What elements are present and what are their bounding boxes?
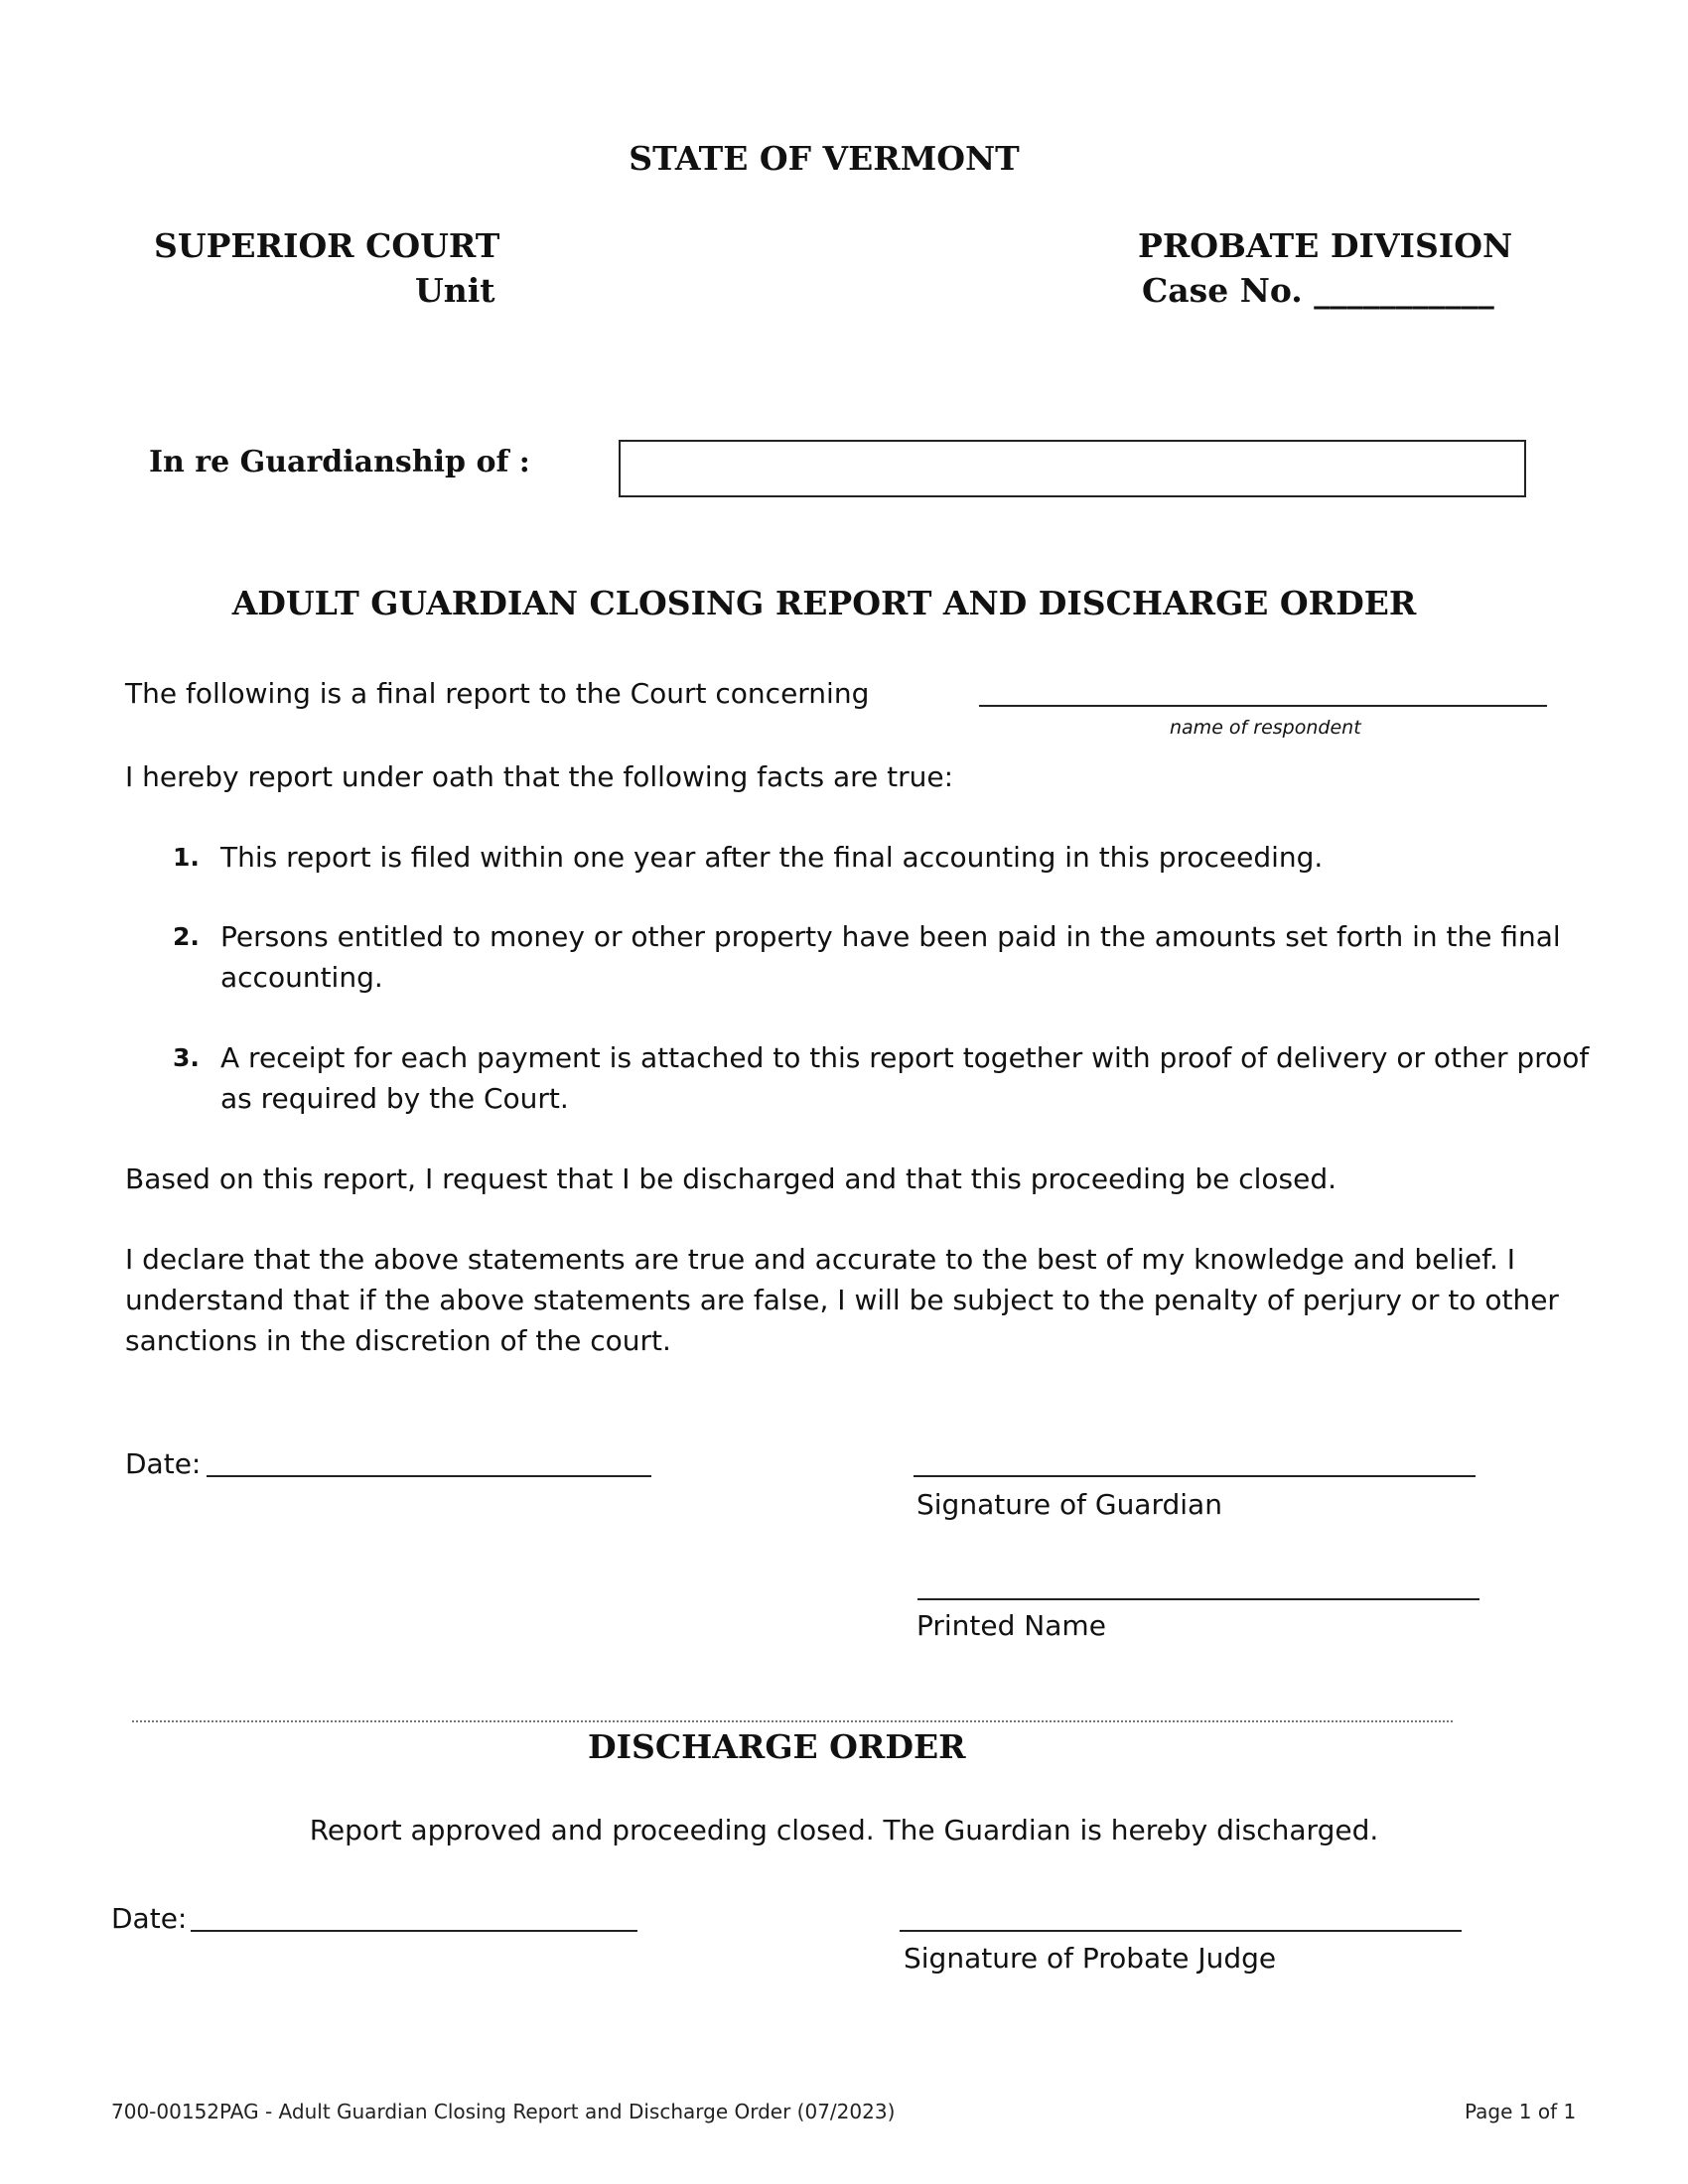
state-title: STATE OF VERMONT [629,139,1020,178]
guardianship-name-input[interactable] [619,440,1526,497]
section-divider [132,1720,1453,1722]
judge-signature-caption: Signature of Probate Judge [904,1942,1277,1975]
division-name: PROBATE DIVISION [1138,226,1513,265]
order-date-label: Date: [111,1902,188,1935]
printed-name-caption: Printed Name [916,1609,1106,1642]
page-number: Page 1 of 1 [1465,2100,1577,2123]
discharge-order-title: DISCHARGE ORDER [588,1727,966,1766]
unit-label: Unit [415,271,495,310]
guardian-signature-line[interactable] [914,1475,1476,1477]
guardian-signature-caption: Signature of Guardian [916,1488,1222,1521]
printed-name-line[interactable] [917,1598,1479,1600]
in-re-label: In re Guardianship of : [149,445,530,479]
respondent-caption: name of respondent [1170,717,1361,739]
list-item-number: 1. [173,843,200,872]
intro-text: The following is a final report to the Court concerning [125,677,870,710]
form-id-footer: 700-00152PAG - Adult Guardian Closing Report and Discharge Order (07/2023) [111,2100,896,2123]
list-item-text: Persons entitled to money or other property have been paid in the amounts set forth in the final accounting. [220,920,1561,994]
date-label: Date: [125,1447,202,1480]
respondent-name-field[interactable] [979,705,1547,707]
list-item-number: 2. [173,922,200,951]
date-field[interactable] [207,1475,651,1477]
order-text: Report approved and proceeding closed. The Guardian is hereby discharged. [309,1814,1379,1846]
judge-signature-line[interactable] [900,1930,1462,1932]
order-date-field[interactable] [191,1930,637,1932]
oath-text: I hereby report under oath that the following facts are true: [125,760,954,793]
list-item-text: A receipt for each payment is attached to this report together with proof of delivery or other proof as required by the Court. [220,1041,1590,1115]
case-number-field[interactable]: Case No. ___________ [1142,271,1494,310]
list-item-text: This report is filed within one year after the final accounting in this proceeding. [220,841,1324,874]
declaration-text: I declare that the above statements are true and accurate to the best of my knowledge and belief. I understand that if the above statements are false, I will be subject to the penalty of perjury or to other sanctions in the discretion of the court. [125,1243,1559,1357]
request-text: Based on this report, I request that I be discharged and that this proceeding be closed. [125,1162,1337,1195]
list-item-number: 3. [173,1043,200,1072]
form-title: ADULT GUARDIAN CLOSING REPORT AND DISCHARGE ORDER [231,584,1417,622]
court-name: SUPERIOR COURT [154,226,500,265]
